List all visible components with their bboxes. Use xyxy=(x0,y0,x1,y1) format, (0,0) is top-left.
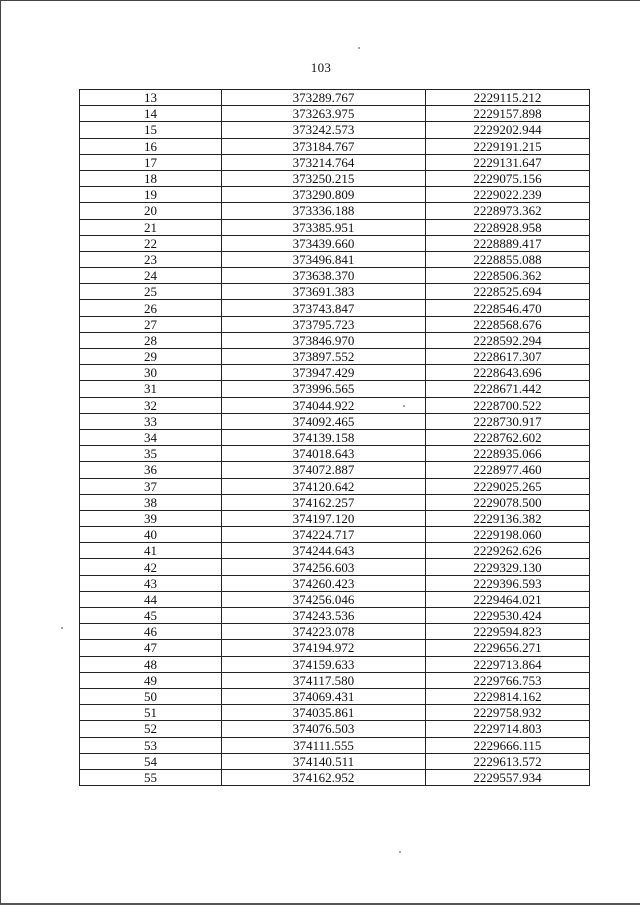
y-coordinate-cell: 2229613.572 xyxy=(426,753,590,769)
x-coordinate-cell: 374111.555 xyxy=(222,737,426,753)
table-row xyxy=(80,187,590,203)
table-row xyxy=(80,721,590,737)
table-row xyxy=(80,591,590,607)
table-row xyxy=(80,429,590,445)
y-coordinate-cell: 2229022.239 xyxy=(426,187,590,203)
x-coordinate-cell: 374117.580 xyxy=(222,672,426,688)
y-coordinate-cell: 2229075.156 xyxy=(426,170,590,186)
y-coordinate-cell: 2229557.934 xyxy=(426,769,590,785)
table-row xyxy=(80,624,590,640)
point-number-cell: 40 xyxy=(80,527,222,543)
table-row xyxy=(80,737,590,753)
table-row xyxy=(80,365,590,381)
x-coordinate-cell: 373897.552 xyxy=(222,349,426,365)
y-coordinate-cell: 2229594.823 xyxy=(426,624,590,640)
point-number-cell: 20 xyxy=(80,203,222,219)
x-coordinate-cell: 373250.215 xyxy=(222,170,426,186)
table-row xyxy=(80,268,590,284)
table-row xyxy=(80,688,590,704)
scan-speck xyxy=(403,405,405,407)
coordinates-table xyxy=(79,89,590,786)
x-coordinate-cell: 374018.643 xyxy=(222,446,426,462)
x-coordinate-cell: 374044.922 xyxy=(222,397,426,413)
table-row xyxy=(80,251,590,267)
table-row xyxy=(80,575,590,591)
scan-speck xyxy=(61,627,63,629)
point-number-cell: 38 xyxy=(80,494,222,510)
table-row xyxy=(80,138,590,154)
table-row xyxy=(80,527,590,543)
point-number-cell: 41 xyxy=(80,543,222,559)
point-number-cell: 39 xyxy=(80,510,222,526)
table-row xyxy=(80,462,590,478)
y-coordinate-cell: 2229396.593 xyxy=(426,575,590,591)
table-row xyxy=(80,543,590,559)
table-row xyxy=(80,494,590,510)
x-coordinate-cell: 374260.423 xyxy=(222,575,426,591)
y-coordinate-cell: 2228568.676 xyxy=(426,316,590,332)
point-number-cell: 18 xyxy=(80,170,222,186)
point-number-cell: 31 xyxy=(80,381,222,397)
coordinates-table-body xyxy=(80,90,590,786)
table-row xyxy=(80,154,590,170)
point-number-cell: 48 xyxy=(80,656,222,672)
table-row xyxy=(80,397,590,413)
table-row xyxy=(80,510,590,526)
x-coordinate-cell: 374120.642 xyxy=(222,478,426,494)
table-row xyxy=(80,219,590,235)
point-number-cell: 25 xyxy=(80,284,222,300)
y-coordinate-cell: 2229530.424 xyxy=(426,608,590,624)
point-number-cell: 22 xyxy=(80,235,222,251)
y-coordinate-cell: 2229714.803 xyxy=(426,721,590,737)
y-coordinate-cell: 2229666.115 xyxy=(426,737,590,753)
point-number-cell: 16 xyxy=(80,138,222,154)
point-number-cell: 30 xyxy=(80,365,222,381)
y-coordinate-cell: 2228855.088 xyxy=(426,251,590,267)
x-coordinate-cell: 374162.952 xyxy=(222,769,426,785)
table-row xyxy=(80,203,590,219)
y-coordinate-cell: 2229198.060 xyxy=(426,527,590,543)
x-coordinate-cell: 373242.573 xyxy=(222,122,426,138)
point-number-cell: 43 xyxy=(80,575,222,591)
point-number-cell: 13 xyxy=(80,90,222,106)
y-coordinate-cell: 2228762.602 xyxy=(426,429,590,445)
point-number-cell: 34 xyxy=(80,429,222,445)
x-coordinate-cell: 373385.951 xyxy=(222,219,426,235)
x-coordinate-cell: 374224.717 xyxy=(222,527,426,543)
point-number-cell: 24 xyxy=(80,268,222,284)
x-coordinate-cell: 373743.847 xyxy=(222,300,426,316)
point-number-cell: 54 xyxy=(80,753,222,769)
table-row xyxy=(80,381,590,397)
scan-speck xyxy=(358,47,360,49)
point-number-cell: 50 xyxy=(80,688,222,704)
y-coordinate-cell: 2228935.066 xyxy=(426,446,590,462)
y-coordinate-cell: 2229115.212 xyxy=(426,90,590,106)
table-row xyxy=(80,559,590,575)
x-coordinate-cell: 373947.429 xyxy=(222,365,426,381)
table-row xyxy=(80,284,590,300)
point-number-cell: 52 xyxy=(80,721,222,737)
x-coordinate-cell: 374243.536 xyxy=(222,608,426,624)
table-row xyxy=(80,90,590,106)
table-row xyxy=(80,705,590,721)
table-row xyxy=(80,640,590,656)
table-row xyxy=(80,235,590,251)
y-coordinate-cell: 2228671.442 xyxy=(426,381,590,397)
y-coordinate-cell: 2228973.362 xyxy=(426,203,590,219)
point-number-cell: 17 xyxy=(80,154,222,170)
table-row xyxy=(80,170,590,186)
y-coordinate-cell: 2229656.271 xyxy=(426,640,590,656)
x-coordinate-cell: 374197.120 xyxy=(222,510,426,526)
x-coordinate-cell: 374076.503 xyxy=(222,721,426,737)
point-number-cell: 23 xyxy=(80,251,222,267)
y-coordinate-cell: 2228730.917 xyxy=(426,413,590,429)
x-coordinate-cell: 373214.764 xyxy=(222,154,426,170)
table-row xyxy=(80,316,590,332)
x-coordinate-cell: 374256.603 xyxy=(222,559,426,575)
y-coordinate-cell: 2228700.522 xyxy=(426,397,590,413)
table-row xyxy=(80,349,590,365)
point-number-cell: 49 xyxy=(80,672,222,688)
point-number-cell: 21 xyxy=(80,219,222,235)
table-row xyxy=(80,106,590,122)
y-coordinate-cell: 2229202.944 xyxy=(426,122,590,138)
x-coordinate-cell: 373795.723 xyxy=(222,316,426,332)
x-coordinate-cell: 374072.887 xyxy=(222,462,426,478)
table-row xyxy=(80,672,590,688)
point-number-cell: 26 xyxy=(80,300,222,316)
x-coordinate-cell: 373336.188 xyxy=(222,203,426,219)
y-coordinate-cell: 2228525.694 xyxy=(426,284,590,300)
x-coordinate-cell: 373184.767 xyxy=(222,138,426,154)
y-coordinate-cell: 2228928.958 xyxy=(426,219,590,235)
x-coordinate-cell: 373290.809 xyxy=(222,187,426,203)
scan-speck xyxy=(399,851,401,853)
x-coordinate-cell: 373846.970 xyxy=(222,332,426,348)
point-number-cell: 42 xyxy=(80,559,222,575)
x-coordinate-cell: 374069.431 xyxy=(222,688,426,704)
point-number-cell: 46 xyxy=(80,624,222,640)
point-number-cell: 32 xyxy=(80,397,222,413)
y-coordinate-cell: 2228977.460 xyxy=(426,462,590,478)
table-row xyxy=(80,413,590,429)
y-coordinate-cell: 2229713.864 xyxy=(426,656,590,672)
x-coordinate-cell: 373263.975 xyxy=(222,106,426,122)
point-number-cell: 37 xyxy=(80,478,222,494)
table-row xyxy=(80,753,590,769)
point-number-cell: 36 xyxy=(80,462,222,478)
y-coordinate-cell: 2229191.215 xyxy=(426,138,590,154)
point-number-cell: 28 xyxy=(80,332,222,348)
x-coordinate-cell: 374194.972 xyxy=(222,640,426,656)
y-coordinate-cell: 2229766.753 xyxy=(426,672,590,688)
y-coordinate-cell: 2229025.265 xyxy=(426,478,590,494)
y-coordinate-cell: 2229814.162 xyxy=(426,688,590,704)
x-coordinate-cell: 373439.660 xyxy=(222,235,426,251)
y-coordinate-cell: 2229157.898 xyxy=(426,106,590,122)
point-number-cell: 53 xyxy=(80,737,222,753)
y-coordinate-cell: 2229758.932 xyxy=(426,705,590,721)
y-coordinate-cell: 2228546.470 xyxy=(426,300,590,316)
x-coordinate-cell: 374256.046 xyxy=(222,591,426,607)
table-row xyxy=(80,769,590,785)
table-row xyxy=(80,478,590,494)
y-coordinate-cell: 2228889.417 xyxy=(426,235,590,251)
y-coordinate-cell: 2229329.130 xyxy=(426,559,590,575)
x-coordinate-cell: 373638.370 xyxy=(222,268,426,284)
x-coordinate-cell: 374140.511 xyxy=(222,753,426,769)
point-number-cell: 15 xyxy=(80,122,222,138)
y-coordinate-cell: 2228506.362 xyxy=(426,268,590,284)
point-number-cell: 51 xyxy=(80,705,222,721)
table-row xyxy=(80,332,590,348)
table-row xyxy=(80,300,590,316)
y-coordinate-cell: 2228592.294 xyxy=(426,332,590,348)
point-number-cell: 44 xyxy=(80,591,222,607)
point-number-cell: 45 xyxy=(80,608,222,624)
point-number-cell: 47 xyxy=(80,640,222,656)
x-coordinate-cell: 373691.383 xyxy=(222,284,426,300)
x-coordinate-cell: 373496.841 xyxy=(222,251,426,267)
x-coordinate-cell: 374223.078 xyxy=(222,624,426,640)
x-coordinate-cell: 374244.643 xyxy=(222,543,426,559)
point-number-cell: 19 xyxy=(80,187,222,203)
x-coordinate-cell: 374092.465 xyxy=(222,413,426,429)
x-coordinate-cell: 374035.861 xyxy=(222,705,426,721)
table-row xyxy=(80,608,590,624)
x-coordinate-cell: 373996.565 xyxy=(222,381,426,397)
table-row xyxy=(80,446,590,462)
y-coordinate-cell: 2229262.626 xyxy=(426,543,590,559)
point-number-cell: 14 xyxy=(80,106,222,122)
point-number-cell: 35 xyxy=(80,446,222,462)
y-coordinate-cell: 2228643.696 xyxy=(426,365,590,381)
page-number: 103 xyxy=(310,60,332,75)
x-coordinate-cell: 374139.158 xyxy=(222,429,426,445)
point-number-cell: 27 xyxy=(80,316,222,332)
table-row xyxy=(80,122,590,138)
point-number-cell: 55 xyxy=(80,769,222,785)
point-number-cell: 33 xyxy=(80,413,222,429)
x-coordinate-cell: 373289.767 xyxy=(222,90,426,106)
x-coordinate-cell: 374162.257 xyxy=(222,494,426,510)
y-coordinate-cell: 2229464.021 xyxy=(426,591,590,607)
y-coordinate-cell: 2228617.307 xyxy=(426,349,590,365)
table-row xyxy=(80,656,590,672)
y-coordinate-cell: 2229131.647 xyxy=(426,154,590,170)
y-coordinate-cell: 2229136.382 xyxy=(426,510,590,526)
x-coordinate-cell: 374159.633 xyxy=(222,656,426,672)
y-coordinate-cell: 2229078.500 xyxy=(426,494,590,510)
point-number-cell: 29 xyxy=(80,349,222,365)
